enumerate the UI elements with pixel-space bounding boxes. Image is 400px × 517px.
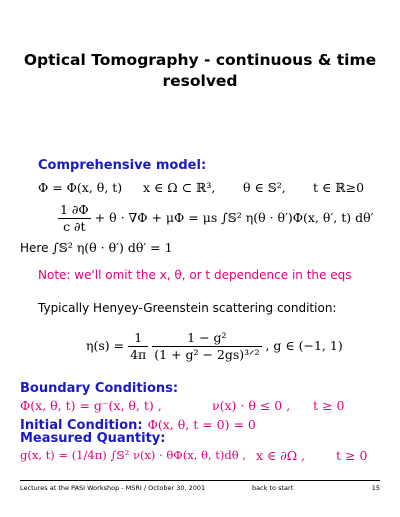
footer [20, 480, 380, 492]
here-word: Here [20, 241, 49, 255]
hg-condition: , g ∈ (−1, 1) [265, 338, 343, 353]
page-number: 15 [371, 484, 380, 492]
boundary-condition-1: ν(x) · θ ≤ 0 , [212, 398, 291, 413]
back-to-start-link[interactable]: back to start [252, 484, 294, 492]
initial-heading: Initial Condition: [20, 418, 143, 433]
model-heading: Comprehensive model: [38, 158, 207, 173]
rte-fraction-den: c ∂t [63, 219, 86, 234]
rte-fraction-num: 1 ∂Φ [60, 202, 89, 217]
hg-lhs: η(s) = [86, 338, 125, 353]
hg-fraction-2 [152, 330, 261, 363]
title-line-1: Optical Tomography - continuous & time [23, 51, 377, 69]
rte-rest: + θ · ∇Φ + μΦ = μs ∫𝕊² η(θ · θ′)Φ(x, θ′, t) dθ′ [94, 210, 374, 225]
hg-intro: Typically Henyey-Greenstein scattering condition: [38, 301, 337, 315]
rte-equation [58, 202, 373, 235]
measured-equation: g(x, t) = (1/4π) ∫𝕊² ν(x) · θΦ(x, θ, t)dθ , [20, 448, 246, 462]
boundary-equation: Φ(x, θ, t) = g⁻(x, θ, t) , [20, 398, 162, 413]
normalization-line [20, 240, 173, 255]
x-domain: x ∈ Ω ⊂ ℝ³, [143, 180, 216, 195]
t-domain: t ∈ ℝ≥0 [313, 180, 365, 195]
boundary-condition-2: t ≥ 0 [313, 398, 345, 413]
footer-lecture-info: Lectures at the PASI Workshop - MSRI / October 30, 2001 [20, 484, 206, 492]
hg-formula [86, 330, 343, 363]
normalization-formula: ∫𝕊² η(θ · θ′) dθ′ = 1 [52, 240, 173, 255]
hg-fraction-1-num: 1 [128, 330, 148, 347]
hg-fraction-2-den: (1 + g² − 2gs)³ᐟ² [154, 347, 260, 362]
theta-domain: θ ∈ 𝕊², [243, 180, 286, 195]
phi-definition: Φ = Φ(x, θ, t) [38, 180, 123, 195]
dependence-note: Note: we'll omit the x, θ, or t dependence in the eqs [38, 268, 352, 282]
hg-fraction-2-num: 1 − g² [152, 330, 261, 347]
boundary-heading: Boundary Conditions: [20, 381, 179, 396]
rte-fraction [58, 202, 91, 235]
measured-condition-2: t ≥ 0 [336, 448, 368, 463]
measured-heading: Measured Quantity: [20, 431, 166, 446]
initial-equation: Φ(x, θ, t = 0) = 0 [147, 417, 256, 432]
slide-title [20, 50, 380, 92]
title-line-2: resolved [162, 72, 238, 90]
hg-fraction-1 [128, 330, 148, 363]
hg-fraction-1-den: 4π [130, 347, 147, 362]
measured-condition-1: x ∈ ∂Ω , [256, 448, 306, 463]
